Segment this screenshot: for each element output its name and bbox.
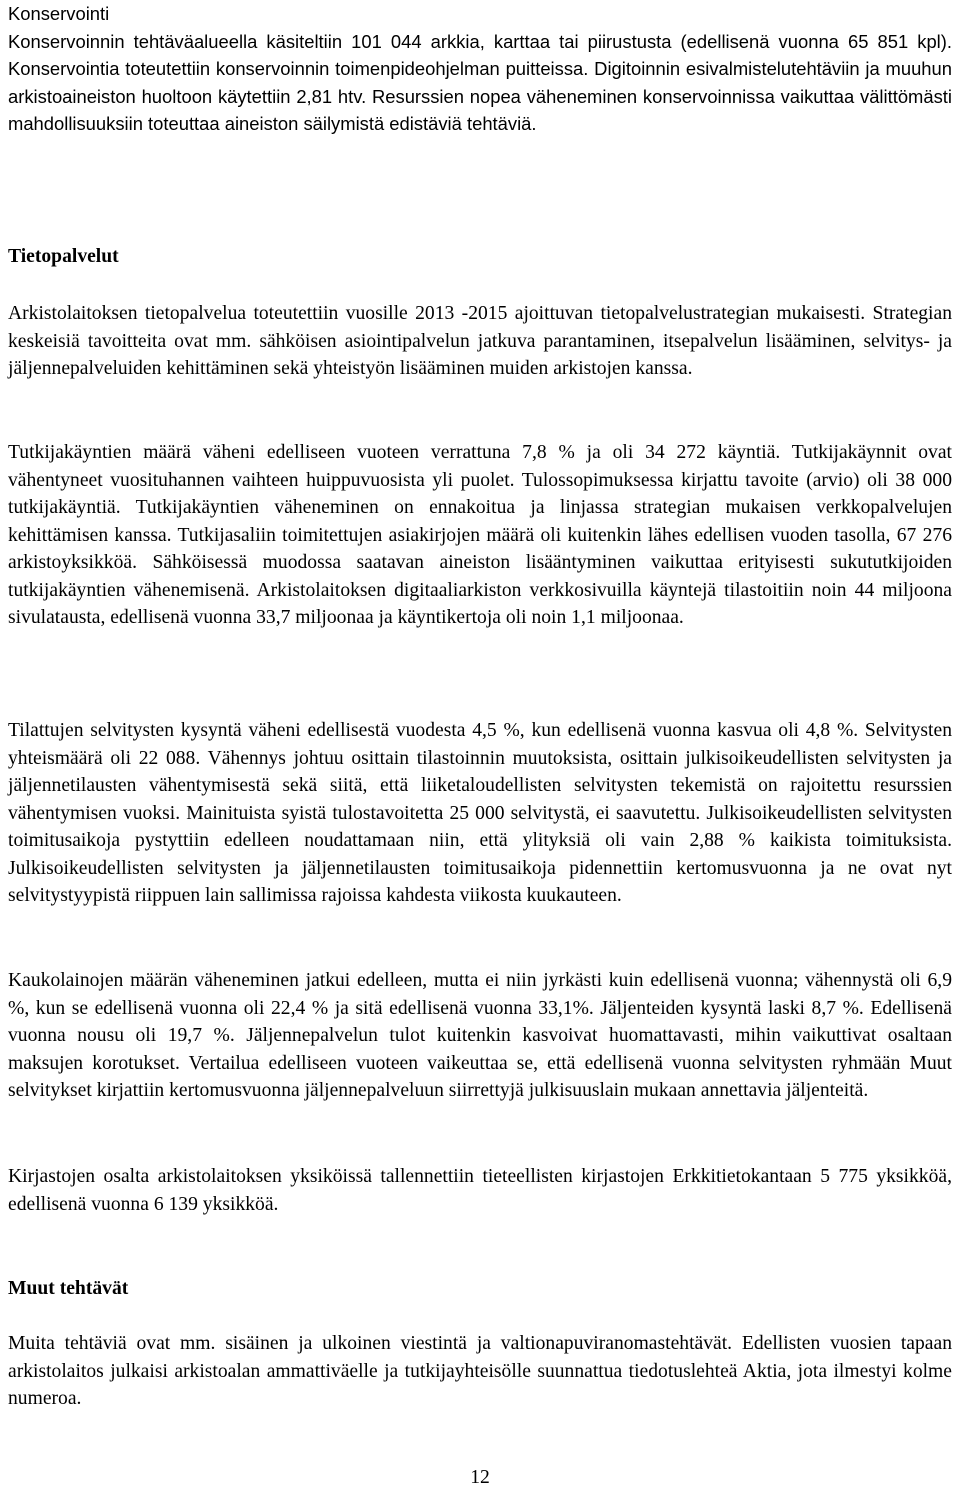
paragraph-tietopalvelut-1: Arkistolaitoksen tietopalvelua toteutettiin vuosille 2013 -2015 ajoittuvan tietopalvelustrategian mukaisesti. Strategian keskeisiä tavoitteita ovat mm. sähköisen asiointipalvelun jatkuva parantaminen, itsepalvelun lisääminen, selvitys- ja jäljennepalveluiden kehittäminen sekä yhteistyön lisääminen muiden arkistojen kanssa. <box>8 303 952 379</box>
section-tietopalvelut-heading-block <box>8 243 952 271</box>
paragraph-tietopalvelut-2: Tutkijakäyntien määrä väheni edelliseen vuoteen verrattuna 7,8 % ja oli 34 272 käyntiä. Tutkijakäynnit ovat vähentyneet vuosituhannen vaihteen huippuvuosista yli puolet. Tulossopimuksessa kirjattu tavoite (arvio) oli 38 000 tutkijakäyntiä. Tutkijakäyntien väheneminen on ennakoitua ja linjassa strategian mukaisen verkkopalvelujen kehittämisen kanssa. Tutkijasaliin toimitettujen asiakirjojen määrä oli kuitenkin lähes edellisen vuoden tasolla, 67 276 arkistoyksikköä. Sähköisessä muodossa saatavan aineiston lisääntyminen vaikuttaa erityisesti sukututkijoiden tutkijakäyntien vähenemisenä. Arkistolaitoksen digitaaliarkiston verkkosivuilla käyntejä tilastoitiin noin 44 miljoona sivulatausta, edellisenä vuonna 33,7 miljoonaa ja käyntikertoja oli noin 1,1 miljoonaa. <box>8 442 952 628</box>
section-muut-tehtavat-heading-block <box>8 1275 952 1303</box>
paragraph-block-1 <box>8 300 952 383</box>
paragraph-muut-tehtavat: Muita tehtäviä ovat mm. sisäinen ja ulkoinen viestintä ja valtionapuviranomastehtävät. Edellisten vuosien tapaan arkistolaitos julkaisi arkistoalan ammattiväelle ja tutkijayhteisölle suunnattua tiedotuslehteä Aktia, jota ilmestyi kolme numeroa. <box>8 1333 952 1409</box>
section-heading-konservointi: Konservointi <box>8 3 110 24</box>
page-number: 12 <box>470 1467 490 1488</box>
paragraph-block-3 <box>8 717 952 910</box>
section-heading-tietopalvelut: Tietopalvelut <box>8 246 119 267</box>
paragraph-konservointi: Konservoinnin tehtäväalueella käsiteltiin 101 044 arkkia, karttaa tai piirustusta (edellisenä vuonna 65 851 kpl). Konservointia toteutettiin konservoinnin toimenpideohjelman puitteissa. Digitoinnin esivalmistelutehtäviin ja muuhun arkistoaineiston huoltoon käytettiin 2,81 htv. Resurssien nopea väheneminen konservoinnissa vaikuttaa välittömästi mahdollisuuksiin toteuttaa aineiston säilymistä edistäviä tehtäviä. <box>8 30 952 134</box>
paragraph-tietopalvelut-5: Kirjastojen osalta arkistolaitoksen yksiköissä tallennettiin tieteellisten kirjastojen Erkkitietokantaan 5 775 yksikköä, edellisenä vuonna 6 139 yksikköä. <box>8 1166 952 1215</box>
section-heading-muut-tehtavat: Muut tehtävät <box>8 1278 129 1299</box>
paragraph-block-2 <box>8 439 952 632</box>
paragraph-block-4 <box>8 967 952 1105</box>
paragraph-block-muut <box>8 1330 952 1413</box>
section-konservointi <box>8 0 952 138</box>
paragraph-block-5 <box>8 1163 952 1218</box>
paragraph-tietopalvelut-4: Kaukolainojen määrän väheneminen jatkui edelleen, mutta ei niin jyrkästi kuin edellisenä vuonna; vähennystä oli 6,9 %, kun se edellisenä vuonna oli 22,4 % ja sitä edellisenä vuonna 33,1%. Jäljenteiden kysyntä laski 8,7 %. Edellisenä vuonna nousu oli 19,7 %. Jäljennepalvelun tulot kuitenkin kasvoivat huomattavasti, mihin vaikuttivat osaltaan maksujen korotukset. Vertailua edelliseen vuoteen vaikeuttaa se, että edellisenä vuonna selvitysten ryhmään Muut selvitykset kirjattiin kertomusvuonna jäljennepalveluun siirrettyjä julkisuuslain mukaan annettavia jäljenteitä. <box>8 970 952 1101</box>
paragraph-tietopalvelut-3: Tilattujen selvitysten kysyntä väheni edellisestä vuodesta 4,5 %, kun edellisenä vuonna kasvua oli 4,8 %. Selvitysten yhteismäärä oli 22 088. Vähennys johtuu osittain tilastoinnin muutoksista, osittain julkisoikeudellisten selvitysten ja jäljennetilausten vähentymisestä sekä siitä, että liiketaloudellisten selvitysten tekemistä on rajoitettu resurssien vähentymisen vuoksi. Mainituista syistä tulostavoitetta 25 000 selvitystä, ei saavutettu. Julkisoikeudellisten selvitysten toimitusaikoja pystyttiin edelleen noudattamaan niin, että ylityksiä oli vain 2,88 % kaikista toimituksista. Julkisoikeudellisten selvitysten ja jäljennetilausten toimitusaikoja pidennettiin kertomusvuonna ja ne ovat nyt selvitystyypistä riippuen lain sallimissa rajoissa kahdesta viikosta kuukauteen. <box>8 720 952 906</box>
